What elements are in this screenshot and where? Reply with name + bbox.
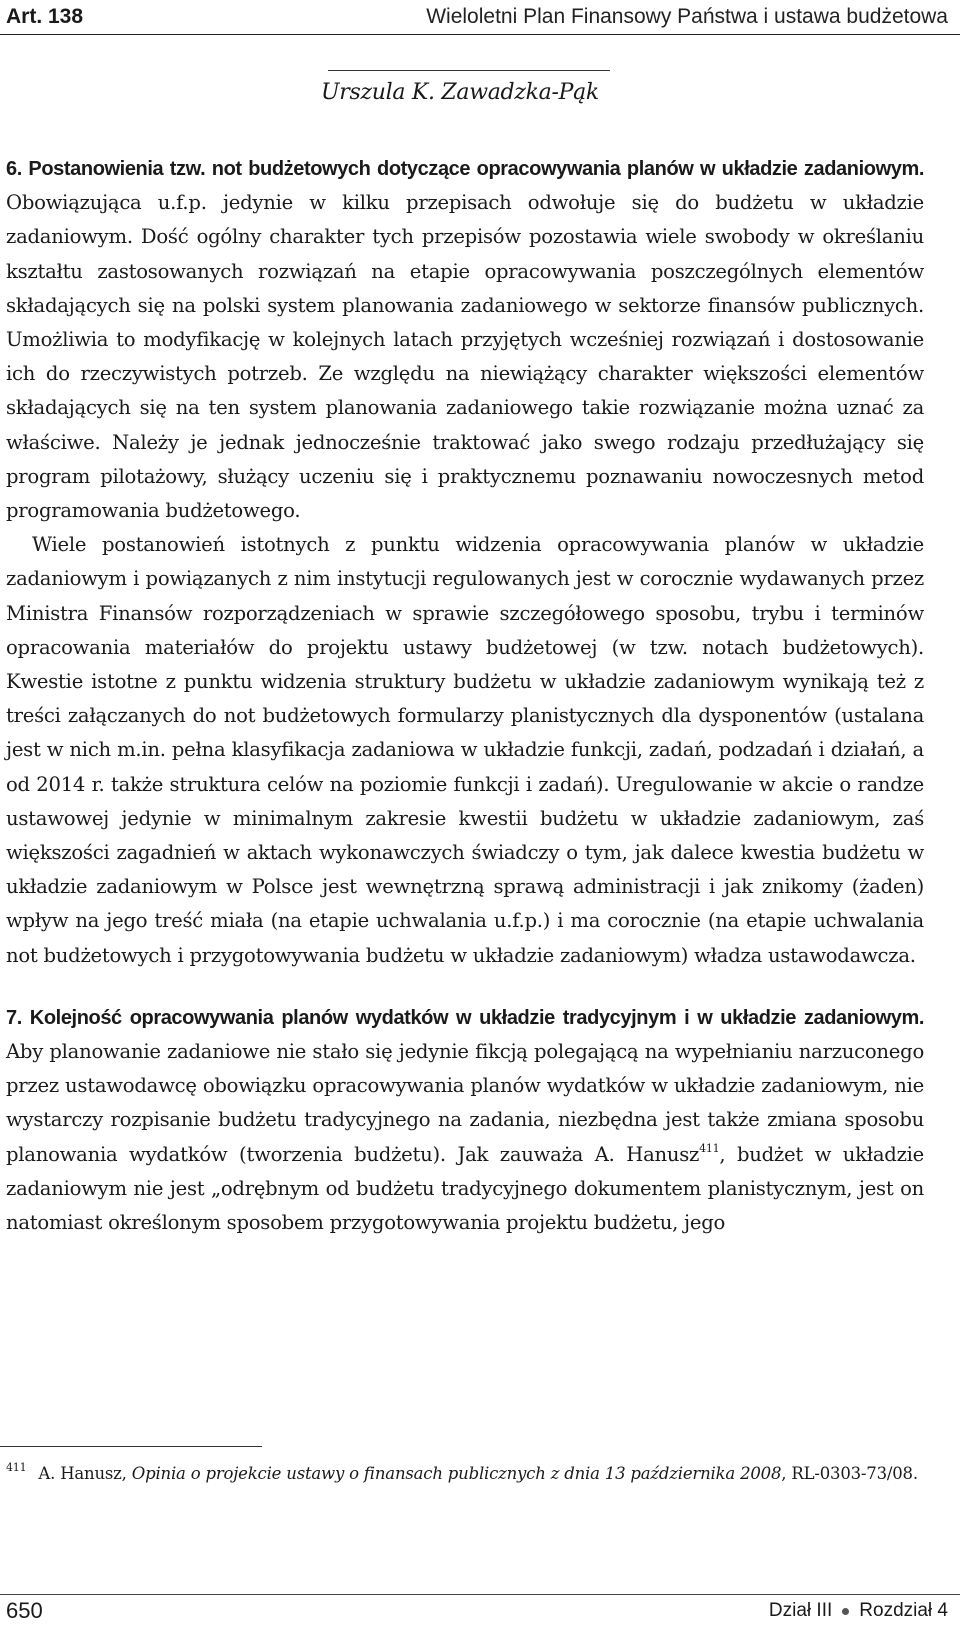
footer-part: Dział III: [768, 1600, 833, 1621]
page-footer: [6, 1596, 948, 1626]
article-number: Art. 138: [6, 5, 84, 28]
footnote-divider: [0, 1446, 262, 1447]
section-7-heading: 7. Kolejność opracowywania planów wydatków w układzie tradycyjnym i w układzie zadaniowym.: [6, 1006, 924, 1029]
footnote-author: A. Hanusz,: [38, 1464, 127, 1483]
bullet-separator-icon: [842, 1608, 849, 1615]
footnote-reference[interactable]: 411: [699, 1141, 720, 1155]
section-7-text-a: Aby planowanie zadaniowe nie stało się jedynie fikcją polegającą na wypełnianiu narzuconego przez ustawodawcę obowiązku opracowywania planów wydatków w układzie zadaniowym, nie wystarczy rozpisanie budżetu tradycyjnego na zadania, niezbędna jest także zmiana sposobu planowania wydatków (tworzenia budżetu). Jak zauważa A. Hanusz: [6, 1040, 924, 1166]
header-divider: [0, 34, 960, 35]
section-6-heading: 6. Postanowienia tzw. not budżetowych dotyczące opracowywania planów w układzie zadaniowym.: [6, 158, 924, 180]
section-6-text-1: Obowiązująca u.f.p. jedynie w kilku przepisach odwołuje się do budżetu w układzie zadaniowym. Dość ogólny charakter tych przepisów pozostawia wiele swobody w określaniu kształtu zastosowanych rozwiązań na etapie opracowywania poszczególnych elementów składających się na polski system planowania zadaniowego w sektorze finansów publicznych. Umożliwia to modyfikację w kolejnych latach przyjętych wcześniej rozwiązań i dostosowanie ich do rzeczywistych potrzeb. Ze względu na niewiążący charakter większości elementów składających się na ten system planowania zadaniowego takie rozwiązanie można uznać za właściwe. Należy je jednak jednocześnie traktować jako swego rodzaju przedłużający się program pilotażowy, służący uczeniu się i praktycznemu poznawaniu nowoczesnych metod programowania budżetowego.: [6, 191, 924, 523]
author-name: Urszula K. Zawadzka-Pąk: [321, 80, 599, 105]
section-6-paragraph-2: Wiele postanowień istotnych z punktu widzenia opracowywania planów w układzie zadaniowym i powiązanych z nim instytucji regulowanych jest w corocznie wydawanych przez Ministra Finansów rozporządzeniach w sprawie szczegółowego sposobu, trybu i terminów opracowania materiałów do projektu ustawy budżetowej (w tzw. notach budżetowych). Kwestie istotne z punktu widzenia struktury budżetu w układzie zadaniowym wynikają też z treści załączanych do not budżetowych formularzy planistycznych dla dysponentów (ustalana jest w nich m.in. pełna klasyfikacja zadaniowa w układzie funkcji, zadań, podzadań i działań, a od 2014 r. także struktura celów na poziomie funkcji i zadań). Uregulowanie w akcie o randze ustawowej jedynie w minimalnym zakresie kwestii budżetu w układzie zadaniowym, zaś większości zagadnień w aktach wykonawczych świadczy o tym, jak dalece kwestia budżetu w układzie zadaniowym w Polsce jest wewnętrzną sprawą administracji i jak znikomy (żaden) wpływ na jego treść miała (na etapie uchwalania u.f.p.) i ma corocznie (na etapie uchwalania not budżetowych i przygotowywania budżetu w układzie zadaniowym) władza ustawodawcza.: [6, 533, 924, 967]
section-7-text-b: , budżet w układzie zadaniowym nie jest „odrębnym od budżetu tradycyjnego dokumentem planistycznym, jest on natomiast określonym sposobem przygotowywania projektu budżetu, jego: [6, 1142, 925, 1235]
footer-location: [769, 1600, 948, 1622]
section-7-paragraph: [6, 1001, 924, 1240]
footer-chapter: Rozdział 4: [859, 1600, 948, 1621]
footer-divider: [0, 1594, 960, 1595]
author-line: [0, 80, 936, 105]
running-header: [6, 0, 948, 34]
section-6-paragraph-1: [6, 152, 924, 528]
footnote-number: 411: [6, 1461, 27, 1474]
footnote-reference-code: , RL-0303-73/08.: [781, 1464, 918, 1483]
running-title: Wieloletni Plan Finansowy Państwa i ustawa budżetowa: [426, 5, 948, 28]
author-divider: [328, 70, 610, 71]
footnote: [6, 1453, 924, 1488]
main-text: [6, 152, 924, 1240]
footnote-title: Opinia o projekcie ustawy o finansach publicznych z dnia 13 października 2008: [131, 1464, 782, 1483]
page-number: 650: [6, 1598, 43, 1623]
